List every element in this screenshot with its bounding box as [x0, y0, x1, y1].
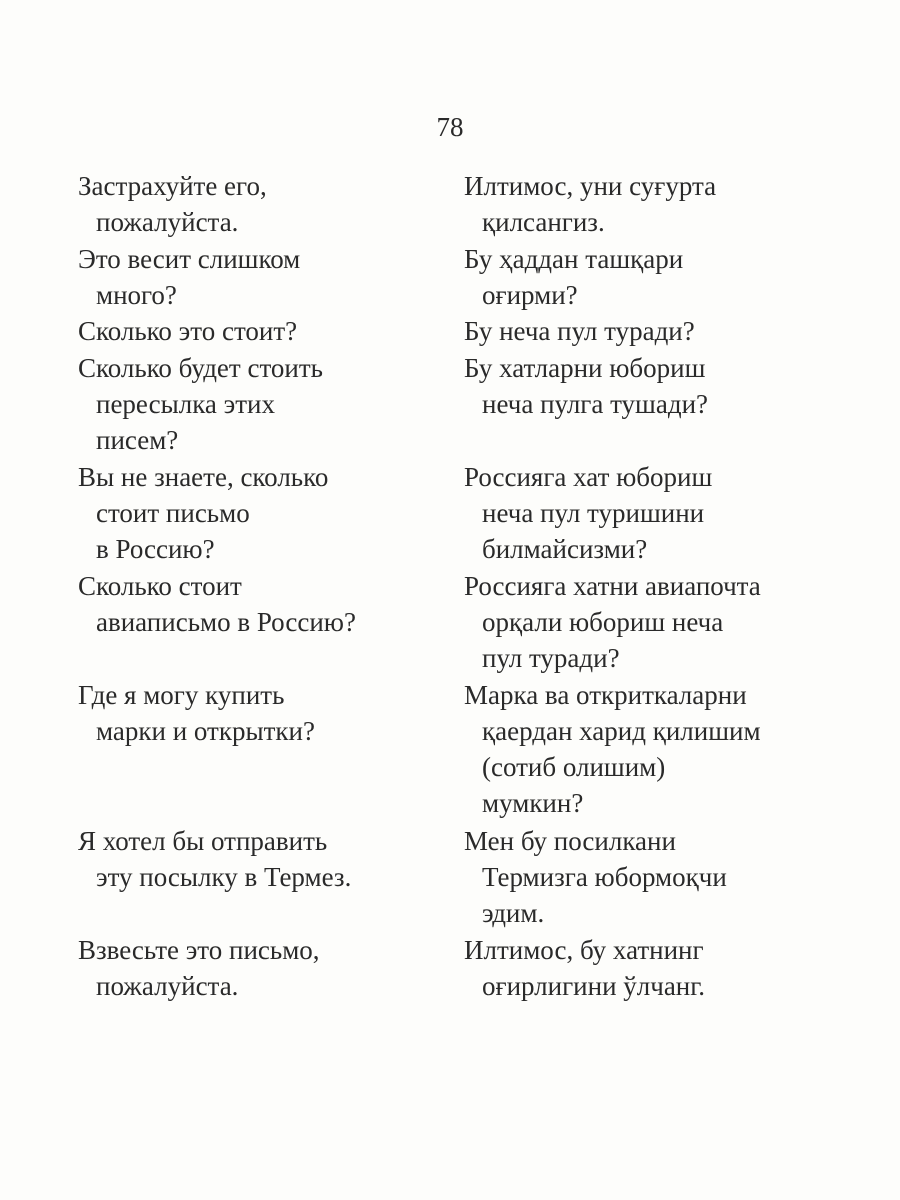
- phrase-line: оғирлигини ўлчанг.: [482, 971, 706, 1001]
- phrase-line: Сколько будет стоить: [78, 353, 323, 383]
- uzbek-phrase-1: [464, 168, 716, 240]
- uzbek-phrase-8: [464, 823, 727, 931]
- phrase-line: Застрахуйте его,: [78, 171, 267, 201]
- uzbek-phrase-2: [464, 241, 683, 313]
- phrase-line: орқали юбориш неча: [482, 607, 724, 637]
- russian-phrase-5: [78, 459, 328, 567]
- phrase-line: Сколько стоит: [78, 571, 242, 601]
- phrase-line: Термизга юбормоқчи: [482, 862, 727, 892]
- phrase-line: қаердан харид қилишим: [482, 716, 761, 746]
- phrase-line: қилсангиз.: [482, 207, 605, 237]
- uzbek-phrase-9: [464, 932, 705, 1004]
- phrase-line: пожалуйста.: [96, 971, 239, 1001]
- phrase-line: неча пул туришини: [482, 498, 705, 528]
- phrase-line: стоит письмо: [96, 498, 250, 528]
- phrase-line: мумкин?: [482, 788, 584, 818]
- page-number: 78: [436, 112, 464, 142]
- phrase-line: много?: [96, 280, 177, 310]
- phrase-line: оғирми?: [482, 280, 578, 310]
- phrase-line: Бу неча пул туради?: [464, 316, 695, 346]
- uzbek-phrase-5: [464, 459, 712, 567]
- phrase-line: (сотиб олишим): [482, 752, 666, 782]
- phrase-line: Мен бу посилкани: [464, 826, 676, 856]
- uzbek-phrase-3: [464, 313, 695, 349]
- phrase-line: билмайсизми?: [482, 534, 648, 564]
- phrase-line: неча пулга тушади?: [482, 389, 709, 419]
- phrase-line: писем?: [96, 425, 179, 455]
- russian-phrase-4: [78, 350, 323, 458]
- russian-phrase-6: [78, 568, 356, 640]
- russian-phrase-7: [78, 677, 315, 749]
- phrase-line: пересылка этих: [96, 389, 275, 419]
- russian-phrase-8: [78, 823, 351, 895]
- phrase-line: Сколько это стоит?: [78, 316, 298, 346]
- phrase-line: Взвесьте это письмо,: [78, 935, 320, 965]
- phrase-line: Вы не знаете, сколько: [78, 462, 329, 492]
- phrase-line: в Россию?: [96, 534, 215, 564]
- phrase-line: Россияга хат юбориш: [464, 462, 713, 492]
- phrase-line: Это весит слишком: [78, 244, 301, 274]
- phrase-line: Илтимос, уни суғурта: [464, 171, 717, 201]
- uzbek-phrase-7: [464, 677, 761, 821]
- uzbek-phrase-4: [464, 350, 708, 422]
- phrase-line: Бу хатларни юбориш: [464, 353, 706, 383]
- phrase-line: пожалуйста.: [96, 207, 239, 237]
- phrase-line: авиаписьмо в Россию?: [96, 607, 356, 637]
- phrase-line: Где я могу купить: [78, 680, 285, 710]
- russian-phrase-9: [78, 932, 320, 1004]
- uzbek-phrase-6: [464, 568, 761, 676]
- russian-phrase-2: [78, 241, 300, 313]
- russian-phrase-1: [78, 168, 267, 240]
- phrase-line: Россияга хатни авиапочта: [464, 571, 761, 601]
- phrase-line: Я хотел бы отправить: [78, 826, 328, 856]
- russian-phrase-3: [78, 313, 297, 349]
- phrase-line: пул туради?: [482, 643, 620, 673]
- phrase-line: Бу ҳаддан ташқари: [464, 244, 684, 274]
- phrase-line: эту посылку в Термез.: [96, 862, 352, 892]
- phrase-line: марки и открытки?: [96, 716, 315, 746]
- phrase-line: эдим.: [482, 898, 545, 928]
- phrase-line: Марка ва откриткаларни: [464, 680, 747, 710]
- phrase-line: Илтимос, бу хатнинг: [464, 935, 704, 965]
